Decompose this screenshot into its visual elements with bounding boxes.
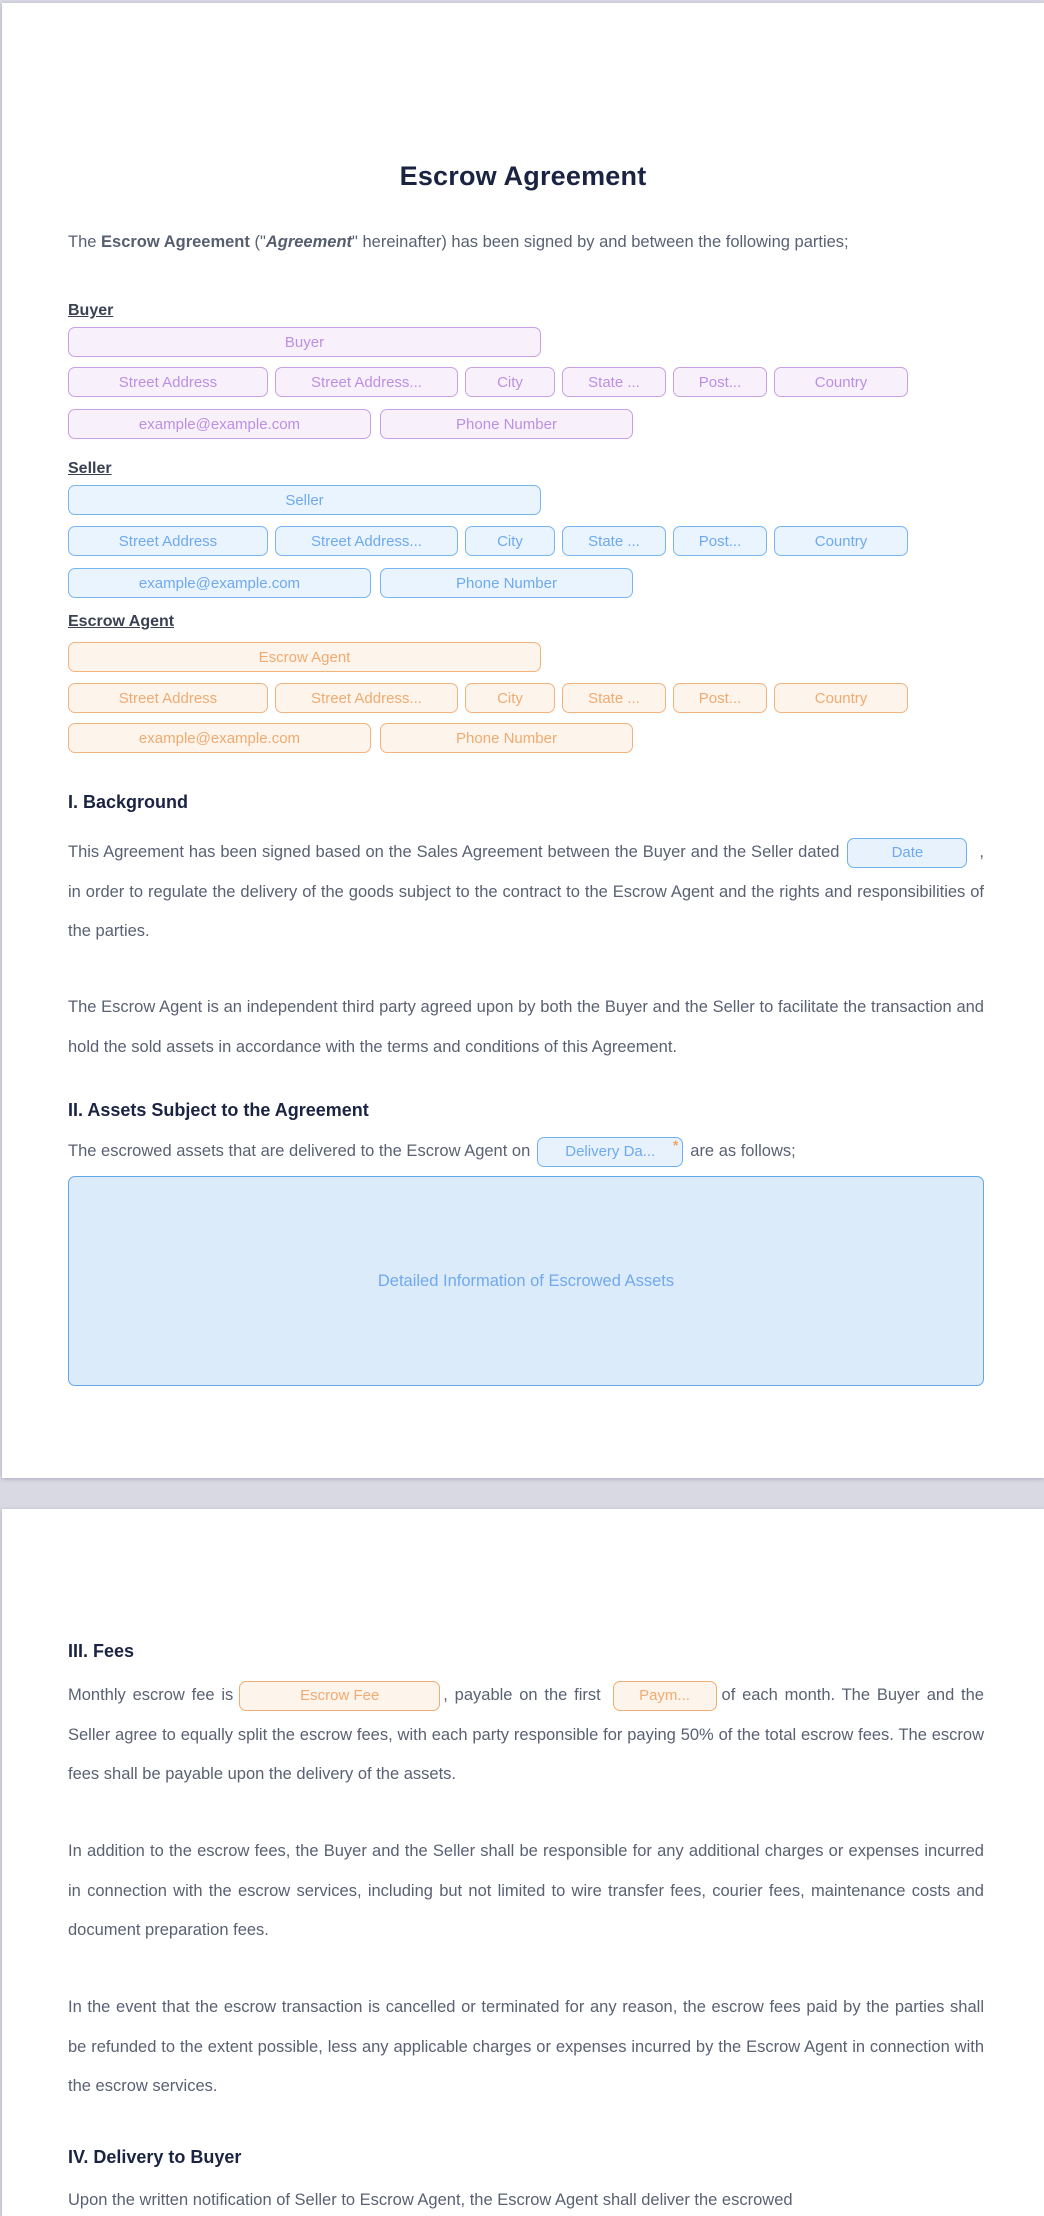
- background-heading: I. Background: [68, 792, 189, 812]
- seller-name-row: [68, 485, 541, 515]
- buyer-contact-row: [68, 409, 633, 439]
- delivery-heading: IV. Delivery to Buyer: [68, 2147, 242, 2167]
- intro-bolditalic-agreement: Agreement: [265, 233, 353, 251]
- seller-address-row: [68, 526, 908, 556]
- document-page-2: [2, 1509, 1044, 2216]
- fees-heading: III. Fees: [68, 1641, 135, 1661]
- buyer-state-field[interactable]: State ...: [562, 367, 666, 397]
- buyer-address-row: [68, 367, 908, 397]
- document-title: Escrow Agreement: [399, 161, 647, 191]
- document-page-1: [2, 3, 1044, 1478]
- required-asterisk: *: [672, 1136, 679, 1153]
- seller-name-field[interactable]: Seller: [68, 485, 541, 515]
- delivery-paragraph-1: Upon the written notification of Seller to Escrow Agent, the Escrow Agent shall deliver the escrowed: [68, 2191, 793, 2209]
- buyer-postal-field[interactable]: Post...: [673, 367, 767, 397]
- agent-postal-field[interactable]: Post...: [673, 683, 767, 713]
- buyer-name-field[interactable]: Buyer: [68, 327, 541, 357]
- seller-state-field[interactable]: State ...: [562, 526, 666, 556]
- assets-heading: II. Assets Subject to the Agreement: [68, 1100, 369, 1120]
- intro-bold-escrow-agreement: Escrow Agreement: [101, 233, 250, 251]
- delivery-date-field[interactable]: Delivery Da... *: [537, 1137, 683, 1167]
- agent-email-field[interactable]: example@example.com: [68, 723, 371, 753]
- seller-contact-row: [68, 568, 633, 598]
- fees-paragraph-3: In the event that the escrow transaction is cancelled or terminated for any reason, the escrow fees paid by the parties shall be refunded to the extent possible, less any applicable charges or expenses incurred by the Escrow Agent in connection with the escrow services.: [68, 1998, 984, 2095]
- agent-name-row: [68, 642, 541, 672]
- seller-street-address-field[interactable]: Street Address: [68, 526, 268, 556]
- assets-paragraph: The escrowed assets that are delivered to the Escrow Agent on Delivery Da... * are as follows;: [68, 1131, 984, 1171]
- background-paragraph-1: This Agreement has been signed based on the Sales Agreement between the Buyer and the Seller dated Date , in order to regulate the delivery of the goods subject to the contract to the Escrow Agent and the rights and responsibilities of the parties.: [68, 833, 984, 952]
- seller-email-field[interactable]: example@example.com: [68, 568, 371, 598]
- escrowed-assets-textarea[interactable]: Detailed Information of Escrowed Assets: [68, 1176, 984, 1386]
- escrow-fee-field[interactable]: Escrow Fee: [239, 1681, 440, 1711]
- agent-state-field[interactable]: State ...: [562, 683, 666, 713]
- agent-contact-row: [68, 723, 633, 753]
- agent-street-address-field[interactable]: Street Address: [68, 683, 268, 713]
- buyer-phone-field[interactable]: Phone Number: [380, 409, 633, 439]
- buyer-city-field[interactable]: City: [465, 367, 555, 397]
- agent-country-field[interactable]: Country: [774, 683, 908, 713]
- buyer-email-field[interactable]: example@example.com: [68, 409, 371, 439]
- payment-day-field[interactable]: Paym...: [613, 1681, 717, 1711]
- seller-phone-field[interactable]: Phone Number: [380, 568, 633, 598]
- buyer-section-label: Buyer: [68, 302, 114, 319]
- agent-section-label: Escrow Agent: [68, 613, 175, 630]
- intro-paragraph: The Escrow Agreement ("Agreement" hereinafter) has been signed by and between the following parties;: [68, 233, 849, 251]
- seller-section-label: Seller: [68, 460, 112, 477]
- buyer-name-row: [68, 327, 541, 357]
- agent-street-address2-field[interactable]: Street Address...: [275, 683, 458, 713]
- date-field[interactable]: Date: [847, 838, 967, 868]
- fees-paragraph-2: In addition to the escrow fees, the Buyer and the Seller shall be responsible for any additional charges or expenses incurred in connection with the escrow services, including but not limited to wire transfer fees, courier fees, maintenance costs and document preparation fees.: [68, 1842, 984, 1939]
- seller-street-address2-field[interactable]: Street Address...: [275, 526, 458, 556]
- buyer-country-field[interactable]: Country: [774, 367, 908, 397]
- agent-city-field[interactable]: City: [465, 683, 555, 713]
- seller-city-field[interactable]: City: [465, 526, 555, 556]
- agent-phone-field[interactable]: Phone Number: [380, 723, 633, 753]
- agent-address-row: [68, 683, 908, 713]
- seller-country-field[interactable]: Country: [774, 526, 908, 556]
- buyer-street-address2-field[interactable]: Street Address...: [275, 367, 458, 397]
- buyer-street-address-field[interactable]: Street Address: [68, 367, 268, 397]
- background-paragraph-2: The Escrow Agent is an independent third party agreed upon by both the Buyer and the Seller to facilitate the transaction and hold the sold assets in accordance with the terms and conditions of this Agreement.: [68, 998, 984, 1056]
- fees-paragraph-1: Monthly escrow fee is Escrow Fee , payable on the first Paym... of each month. The Buyer and the Seller agree to equally split the escrow fees, with each party responsible for paying 50% of the total escrow fees. The escrow fees shall be payable upon the delivery of the assets.: [68, 1676, 984, 1795]
- seller-postal-field[interactable]: Post...: [673, 526, 767, 556]
- agent-name-field[interactable]: Escrow Agent: [68, 642, 541, 672]
